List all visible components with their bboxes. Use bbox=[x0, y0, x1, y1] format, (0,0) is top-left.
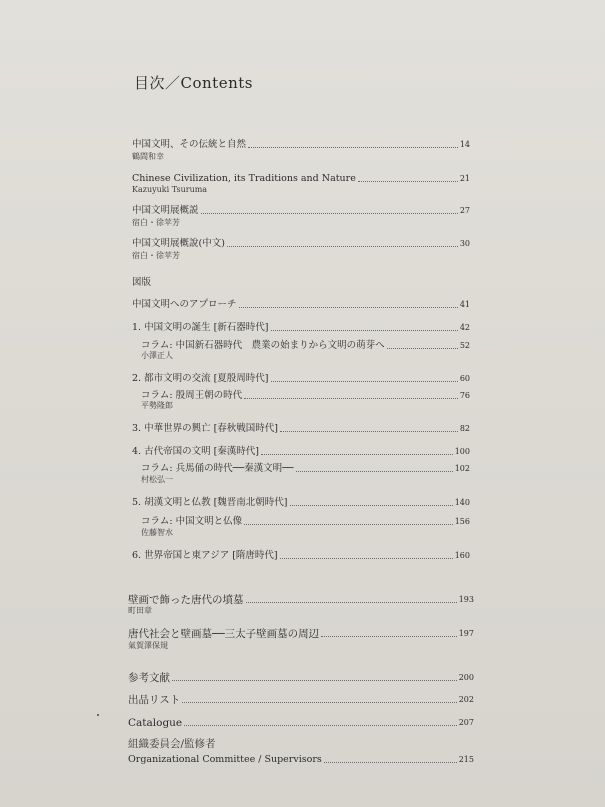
toc-entry-label: Organizational Committee / Supervisors bbox=[128, 754, 322, 765]
toc-entry[interactable] bbox=[132, 444, 470, 458]
toc-entry-author: 平勢隆郎 bbox=[141, 401, 173, 410]
leader-dots bbox=[358, 181, 458, 182]
toc-entry-label: 中国文明展概說(中文) bbox=[132, 238, 225, 249]
toc-entry-page: 42 bbox=[459, 323, 470, 332]
toc-entry-label: Chinese Civilization, its Traditions and Nature bbox=[132, 173, 356, 184]
toc-entry-author: 鶴間和幸 bbox=[132, 152, 164, 161]
toc-entry-label: 出品リスト bbox=[128, 694, 181, 706]
page-title: 目次／Contents bbox=[134, 74, 253, 92]
toc-entry-page: 27 bbox=[459, 206, 470, 215]
toc-entry-heading: 組織委員会/監修者 bbox=[128, 738, 216, 750]
toc-entry[interactable] bbox=[132, 137, 470, 151]
toc-entry-author: 佐藤智水 bbox=[141, 528, 173, 537]
leader-dots bbox=[271, 381, 458, 382]
toc-entry[interactable] bbox=[128, 592, 474, 606]
toc-entry-page: 21 bbox=[459, 174, 470, 183]
toc-entry-page: 202 bbox=[458, 695, 474, 704]
leader-dots bbox=[244, 398, 458, 399]
section-heading: 図版 bbox=[132, 277, 152, 288]
toc-entry-page: 200 bbox=[458, 673, 474, 682]
toc-entry-page: 82 bbox=[459, 424, 470, 433]
toc-entry-label: コラム: 中国新石器時代 農業の始まりから文明の萌芽へ bbox=[141, 340, 385, 351]
toc-entry-author: 宿白・徐苹芳 bbox=[132, 251, 180, 260]
toc-entry[interactable] bbox=[141, 388, 470, 402]
leader-dots bbox=[244, 524, 453, 525]
toc-entry[interactable] bbox=[132, 548, 470, 562]
toc-entry-label: 5. 胡漢文明と仏教 [魏晋南北朝時代] bbox=[132, 497, 288, 508]
toc-entry[interactable] bbox=[141, 461, 470, 475]
toc-entry-label: 1. 中国文明の誕生 [新石器時代] bbox=[132, 322, 269, 333]
toc-entry-author: 宿白・徐苹芳 bbox=[132, 218, 180, 227]
toc-entry[interactable] bbox=[132, 371, 470, 385]
toc-entry-label: 3. 中華世界の興亡 [春秋戦国時代] bbox=[132, 423, 279, 434]
toc-entry-page: 197 bbox=[458, 629, 474, 638]
toc-entry-page: 100 bbox=[454, 447, 470, 456]
toc-entry[interactable] bbox=[128, 692, 474, 706]
leader-dots bbox=[248, 147, 458, 148]
toc-entry-page: 76 bbox=[459, 391, 470, 400]
toc-entry[interactable] bbox=[132, 297, 470, 311]
toc-entry-label: 2. 都市文明の交流 [夏殷周時代] bbox=[132, 373, 269, 384]
toc-entry-label: 参考文献 bbox=[128, 672, 170, 684]
toc-entry-label: 唐代社会と壁画墓──三太子壁画墓の周辺 bbox=[128, 628, 320, 640]
leader-dots bbox=[280, 558, 453, 559]
toc-entry-author: 町田章 bbox=[128, 606, 152, 615]
toc-entry[interactable] bbox=[132, 236, 470, 250]
toc-entry-page: 193 bbox=[458, 595, 474, 604]
toc-entry-page: 60 bbox=[459, 374, 470, 383]
toc-entry[interactable] bbox=[132, 495, 470, 509]
leader-dots bbox=[387, 348, 458, 349]
leader-dots bbox=[290, 505, 453, 506]
toc-entry-page: 30 bbox=[459, 239, 470, 248]
leader-dots bbox=[172, 680, 457, 681]
leader-dots bbox=[324, 762, 457, 763]
toc-entry[interactable] bbox=[128, 715, 474, 729]
toc-entry[interactable] bbox=[132, 171, 470, 185]
toc-entry-label: 6. 世界帝国と東アジア [隋唐時代] bbox=[132, 550, 278, 561]
toc-entry[interactable] bbox=[132, 421, 470, 435]
toc-entry-author: 小澤正人 bbox=[141, 351, 173, 360]
toc-entry-author: 村松弘一 bbox=[141, 475, 173, 484]
toc-entry[interactable] bbox=[128, 752, 474, 766]
toc-entry-page: 102 bbox=[454, 464, 470, 473]
toc-entry-label: 4. 古代帝国の文明 [秦漢時代] bbox=[132, 446, 260, 457]
page-speck bbox=[97, 714, 99, 716]
toc-entry-label: コラム: 殷周王朝の時代 bbox=[141, 390, 243, 401]
leader-dots bbox=[321, 636, 457, 637]
leader-dots bbox=[201, 213, 458, 214]
toc-entry[interactable] bbox=[141, 338, 470, 352]
leader-dots bbox=[239, 307, 458, 308]
toc-entry[interactable] bbox=[128, 670, 474, 684]
leader-dots bbox=[296, 471, 453, 472]
toc-entry-label: 中国文明へのアプローチ bbox=[132, 299, 237, 310]
toc-entry-page: 14 bbox=[459, 140, 470, 149]
toc-entry-author: Kazuyuki Tsuruma bbox=[132, 185, 208, 194]
leader-dots bbox=[280, 431, 458, 432]
toc-entry-page: 41 bbox=[459, 300, 470, 309]
leader-dots bbox=[261, 454, 453, 455]
toc-entry-label: 中国文明、その伝統と自然 bbox=[132, 139, 247, 150]
toc-entry-page: 156 bbox=[454, 517, 470, 526]
toc-entry[interactable] bbox=[132, 320, 470, 334]
leader-dots bbox=[182, 702, 456, 703]
toc-entry[interactable] bbox=[132, 203, 470, 217]
toc-entry-label: Catalogue bbox=[128, 717, 183, 729]
toc-entry-page: 215 bbox=[458, 755, 474, 764]
toc-entry[interactable] bbox=[128, 626, 474, 640]
toc-entry-page: 160 bbox=[454, 551, 470, 560]
toc-entry-page: 140 bbox=[454, 498, 470, 507]
leader-dots bbox=[271, 330, 458, 331]
toc-entry-page: 52 bbox=[459, 341, 470, 350]
leader-dots bbox=[227, 246, 458, 247]
leader-dots bbox=[246, 602, 457, 603]
toc-entry-author: 氣賀澤保規 bbox=[128, 641, 168, 650]
toc-entry-label: 中国文明展概説 bbox=[132, 205, 199, 216]
toc-entry[interactable] bbox=[141, 514, 470, 528]
leader-dots bbox=[184, 725, 457, 726]
toc-entry-label: コラム: 兵馬俑の時代──秦漢文明── bbox=[141, 463, 294, 474]
toc-entry-page: 207 bbox=[458, 718, 474, 727]
toc-entry-label: コラム: 中国文明と仏像 bbox=[141, 516, 243, 527]
toc-entry-label: 壁画で飾った唐代の墳墓 bbox=[128, 594, 244, 606]
